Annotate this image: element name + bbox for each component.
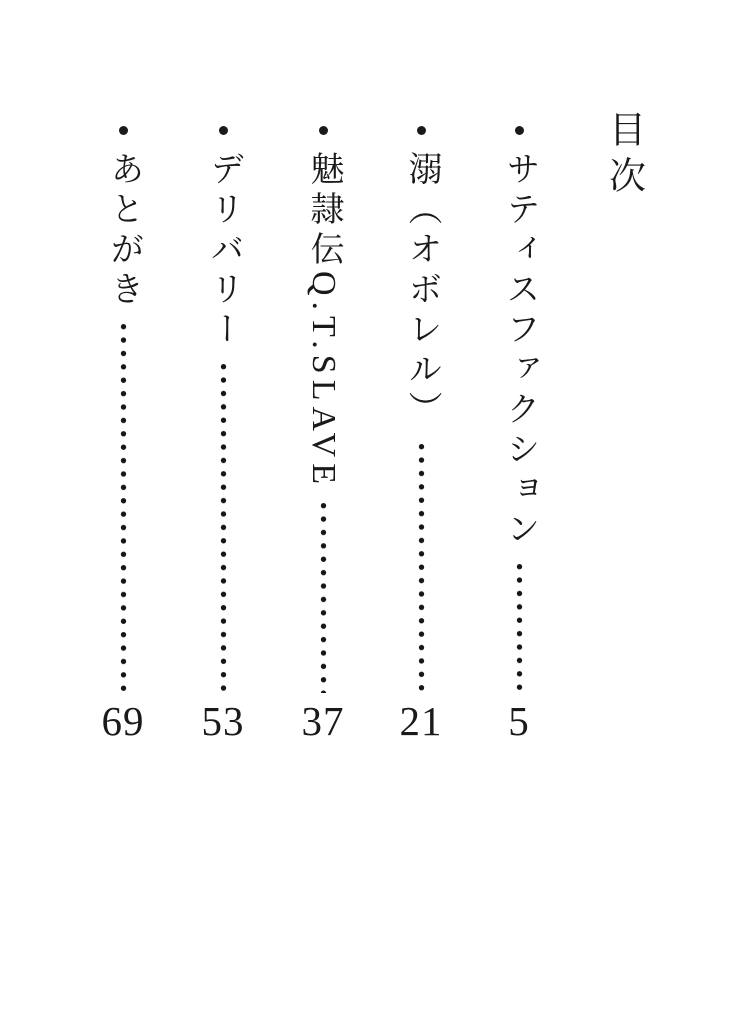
bullet-icon xyxy=(319,126,328,135)
page-title-text: 目次 xyxy=(602,110,644,202)
toc-entry-page-number: 53 xyxy=(201,698,245,744)
dot-leader xyxy=(120,320,127,693)
bullet-icon xyxy=(219,126,228,135)
toc-entry xyxy=(385,112,457,742)
bullet-icon xyxy=(417,126,426,135)
toc-entry-title: あとがき xyxy=(105,151,142,311)
toc-entry xyxy=(87,112,159,742)
toc-entry-page-number: 5 xyxy=(508,698,530,744)
toc-entry xyxy=(483,112,555,742)
toc-entry-title: デリバリー xyxy=(205,151,242,351)
toc-entry-title: 魅隷伝Q.T.SLAVE xyxy=(305,151,342,490)
dot-leader xyxy=(320,499,327,693)
dot-leader xyxy=(516,560,523,693)
bullet-icon xyxy=(119,126,128,135)
toc-entry-page-number: 69 xyxy=(101,698,145,744)
page-title xyxy=(587,110,659,202)
bullet-icon xyxy=(515,126,524,135)
toc-entry-title: 溺（オボレル） xyxy=(403,151,440,431)
toc-entry-title: サティスファクション xyxy=(501,151,538,551)
toc-entry xyxy=(287,112,359,742)
toc-entry-page-number: 37 xyxy=(301,698,345,744)
dot-leader xyxy=(220,360,227,693)
dot-leader xyxy=(418,440,425,693)
toc-entry xyxy=(187,112,259,742)
toc-entry-page-number: 21 xyxy=(399,698,443,744)
